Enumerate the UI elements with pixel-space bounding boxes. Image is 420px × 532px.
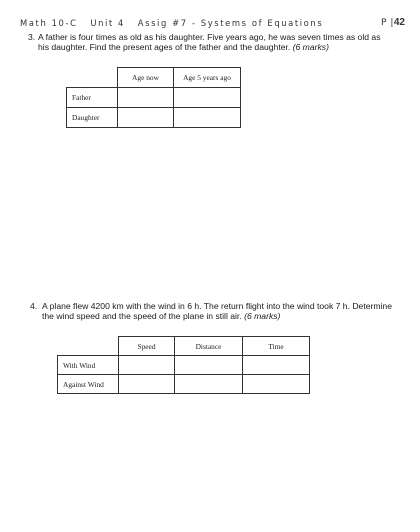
plane-table-cell-with-wind-time[interactable]: [243, 356, 310, 375]
table-row: [58, 356, 310, 375]
page-number-label: [381, 17, 405, 28]
plane-table-cell-against-wind-speed[interactable]: [119, 375, 175, 394]
question-4-line-2: [42, 311, 408, 321]
table-row: [58, 375, 310, 394]
question-4-line-2-text: the wind speed and the speed of the plane in still air.: [42, 311, 242, 322]
question-4-line-1: A plane flew 4200 km with the wind in 6 h. The return flight into the wind took 7 h. Determine: [42, 301, 392, 311]
table-row: [67, 88, 241, 108]
table-row: [67, 108, 241, 128]
plane-table-cell-with-wind-distance[interactable]: [175, 356, 243, 375]
age-table: [66, 67, 241, 128]
age-table-col-age-now: Age now: [118, 68, 174, 88]
question-3-line-2: [38, 42, 406, 52]
plane-table-cell-against-wind-distance[interactable]: [175, 375, 243, 394]
plane-table-row-against-wind: Against Wind: [58, 375, 119, 394]
header-unit: Unit 4: [90, 18, 125, 28]
plane-table-col-speed: Speed: [119, 337, 175, 356]
question-3: [28, 32, 406, 53]
question-4: [30, 301, 408, 322]
header-assignment: Assig #7 - Systems of Equations: [137, 18, 324, 28]
age-table-cell-father-now[interactable]: [118, 88, 174, 108]
question-3-line-1: A father is four times as old as his daughter. Five years ago, he was seven times as old as: [38, 32, 381, 42]
age-table-cell-father-5-years-ago[interactable]: [174, 88, 241, 108]
age-table-corner: [67, 68, 118, 88]
age-table-cell-daughter-5-years-ago[interactable]: [174, 108, 241, 128]
question-4-number: 4.: [30, 301, 38, 311]
page-number: 42: [393, 17, 405, 28]
plane-table: [57, 336, 310, 394]
plane-table-cell-with-wind-speed[interactable]: [119, 356, 175, 375]
age-table-row-father: Father: [67, 88, 118, 108]
age-table-cell-daughter-now[interactable]: [118, 108, 174, 128]
question-3-number: 3.: [28, 32, 36, 42]
plane-table-corner: [58, 337, 119, 356]
age-table-col-age-5-years-ago: Age 5 years ago: [174, 68, 241, 88]
plane-table-col-time: Time: [243, 337, 310, 356]
question-3-line-2-text: his daughter. Find the present ages of the father and the daughter.: [38, 42, 291, 53]
question-3-marks: (6 marks): [292, 42, 329, 53]
age-table-row-daughter: Daughter: [67, 108, 118, 128]
page-header: [20, 18, 405, 28]
plane-table-cell-against-wind-time[interactable]: [243, 375, 310, 394]
age-table-header-row: [67, 68, 241, 88]
question-4-marks: (6 marks): [244, 311, 281, 322]
header-course: Math 10-C: [20, 18, 78, 28]
plane-table-header-row: [58, 337, 310, 356]
page-prefix: P |: [381, 18, 394, 28]
plane-table-row-with-wind: With Wind: [58, 356, 119, 375]
plane-table-col-distance: Distance: [175, 337, 243, 356]
